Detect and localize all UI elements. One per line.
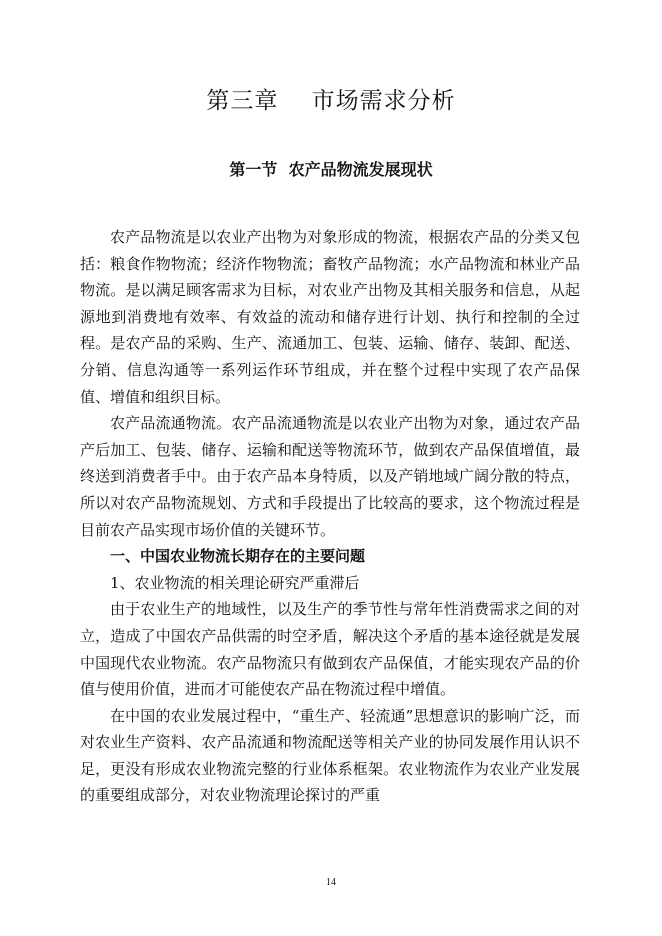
body-text [80,224,580,809]
subsection-heading: 一、中国农业物流长期存在的主要问题 [110,547,366,566]
paragraph: 在中国的农业发展过程中，“重生产、轻流通”思想意识的影响广泛，而对农业生产资料、农产品流通和物流配送等相关产业的协同发展作用认识不足，更没有形成农业物流完整的行业体系框架。农业物流作为农业产业发展的重要组成部分，对农业物流理论探讨的严重 [80,706,580,805]
page-number: 14 [326,877,336,888]
section-title: 第一节 农产品物流发展现状 [229,160,433,179]
paragraph: 农产品物流是以农业产出物为对象形成的物流，根据农产品的分类又包括：粮食作物物流；经济作物物流；畜牧产品物流；水产品物流和林业产品物流。是以满足顾客需求为目标，对农业产出物及其相关服务和信息，从起源地到消费地有效率、有效益的流动和储存进行计划、执行和控制的全过程。是农产品的采购、生产、流通加工、包装、运输、储存、装卸、配送、分销、信息沟通等一系列运作环节组成，并在整个过程中实现了农产品保值、增值和组织目标。 [80,228,580,406]
paragraph: 由于农业生产的地域性，以及生产的季节性与常年性消费需求之间的对立，造成了中国农产品供需的时空矛盾，解决这个矛盾的基本途径就是发展中国现代农业物流。农产品物流只有做到农产品保值，才能实现农产品的价值与使用价值，进而才可能使农产品在物流过程中增值。 [80,600,580,699]
chapter-title: 第三章 市场需求分析 [206,88,456,114]
paragraph: 农产品流通物流。农产品流通物流是以农业产出物为对象，通过农产品产后加工、包装、储存、运输和配送等物流环节，做到农产品保值增值，最终送到消费者手中。由于农产品本身特质，以及产销地域广阔分散的特点，所以对农产品物流规划、方式和手段提出了比较高的要求，这个物流过程是目前农产品实现市场价值的关键环节。 [80,414,580,539]
sub-subsection-heading: 1、农业物流的相关理论研究严重滞后 [110,573,360,592]
